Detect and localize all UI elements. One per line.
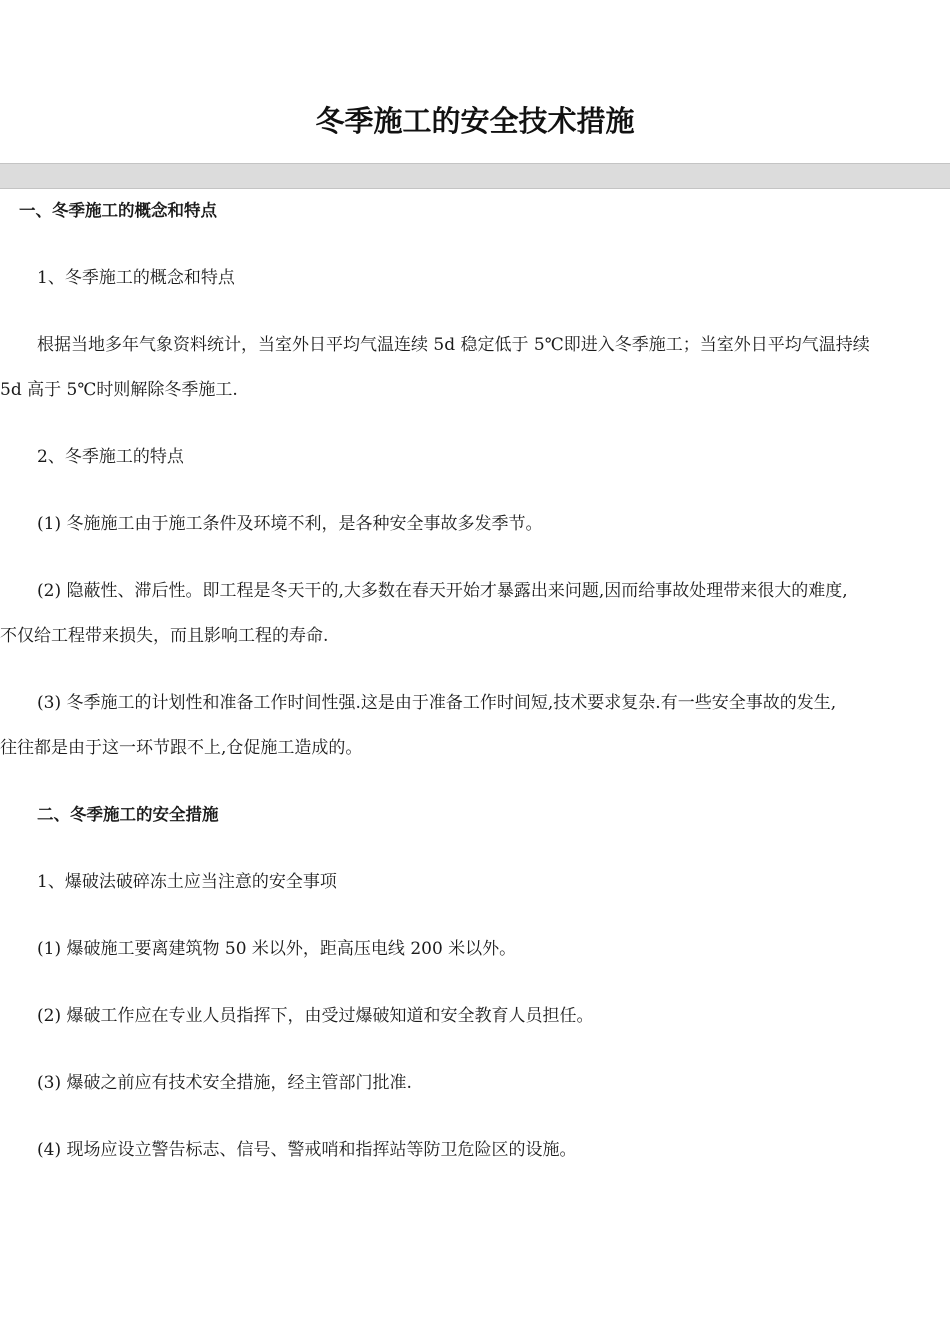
section-2-item-3: (3) 爆破之前应有技术安全措施，经主管部门批准. [37,1073,412,1093]
section-1-item-3-line2: 往往都是由于这一环节跟不上,仓促施工造成的。 [0,738,363,758]
section-2-item-2: (2) 爆破工作应在专业人员指挥下，由受过爆破知道和安全教育人员担任。 [37,1006,594,1026]
header-divider-band [0,163,950,189]
section-2-sub1-heading: 1、爆破法破碎冻土应当注意的安全事项 [37,872,337,892]
section-1-para1-line2: 5d 高于 5℃时则解除冬季施工. [0,380,238,400]
section-1-heading: 一、冬季施工的概念和特点 [19,201,217,220]
section-1-item-1: (1) 冬施施工由于施工条件及环境不利，是各种安全事故多发季节。 [37,514,543,534]
section-1-item-3-line1: (3) 冬季施工的计划性和准备工作时间性强.这是由于准备工作时间短,技术要求复杂.有一些安全事故的发生, [37,693,837,713]
section-2-heading: 二、冬季施工的安全措施 [37,805,219,824]
section-1-item-2-line1: (2) 隐蔽性、滞后性。即工程是冬天干的,大多数在春天开始才暴露出来问题,因而给事故处理带来很大的难度, [37,581,848,601]
section-1-sub2-heading: 2、冬季施工的特点 [37,447,184,467]
section-2-item-1: (1) 爆破施工要离建筑物 50 米以外，距高压电线 200 米以外。 [37,939,517,959]
section-2-item-4: (4) 现场应设立警告标志、信号、警戒哨和指挥站等防卫危险区的设施。 [37,1140,577,1160]
section-1-para1-line1: 根据当地多年气象资料统计，当室外日平均气温连续 5d 稳定低于 5℃即进入冬季施工；当室外日平均气温持续 [37,335,870,355]
page-title: 冬季施工的安全技术措施 [315,104,635,138]
section-1-item-2-line2: 不仅给工程带来损失，而且影响工程的寿命. [0,626,329,646]
section-1-sub1-heading: 1、冬季施工的概念和特点 [37,268,235,288]
